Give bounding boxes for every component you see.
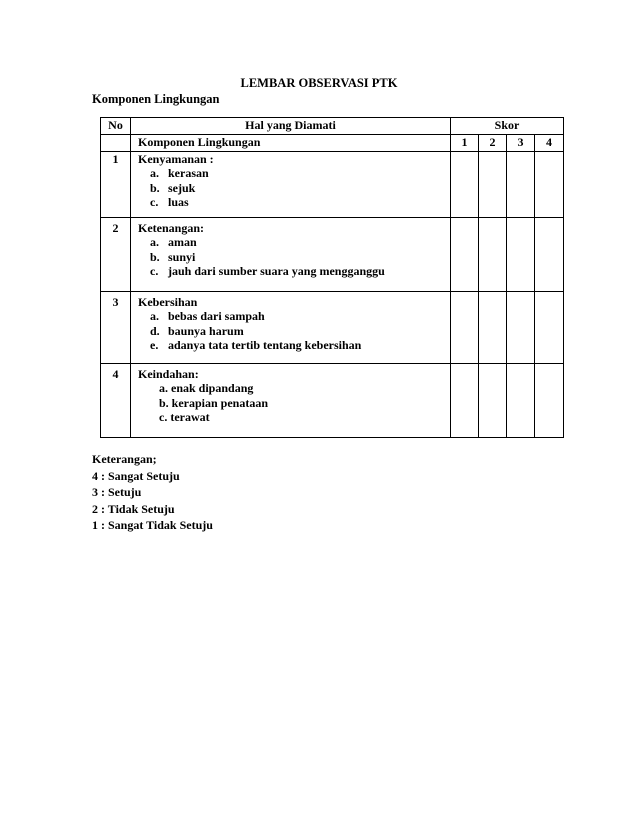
list-item bbox=[131, 309, 450, 324]
legend-heading: Keterangan; bbox=[92, 452, 157, 466]
item-text: sunyi bbox=[168, 249, 196, 264]
observation-table bbox=[100, 117, 564, 438]
legend-item: 1 : Sangat Tidak Setuju bbox=[92, 518, 213, 532]
header-no: No bbox=[101, 118, 131, 135]
score-cell[interactable] bbox=[507, 152, 535, 218]
subheader-komponen: Komponen Lingkungan bbox=[131, 135, 451, 152]
list-item bbox=[131, 235, 450, 250]
item-text: jauh dari sumber suara yang mengganggu bbox=[168, 264, 385, 278]
legend-item: 2 : Tidak Setuju bbox=[92, 501, 175, 516]
item-marker: a. bbox=[150, 166, 159, 180]
list-item: b. kerapian penataan bbox=[159, 395, 269, 410]
row-title: Keindahan: bbox=[138, 367, 199, 381]
subheader-empty bbox=[101, 135, 131, 152]
document-title: LEMBAR OBSERVASI PTK bbox=[240, 76, 398, 90]
row-title: Ketenangan: bbox=[138, 221, 204, 235]
row-content bbox=[131, 364, 451, 438]
document-subtitle: Komponen Lingkungan bbox=[92, 92, 220, 106]
list-item bbox=[131, 250, 450, 265]
item-marker: d. bbox=[150, 323, 160, 338]
row-title: Kenyamanan : bbox=[138, 152, 214, 166]
row-number: 4 bbox=[101, 364, 131, 438]
list-item: c. terawat bbox=[159, 410, 210, 424]
score-col-3: 3 bbox=[507, 135, 535, 152]
item-text: baunya harum bbox=[168, 323, 244, 338]
header-skor: Skor bbox=[451, 118, 564, 135]
score-col-4: 4 bbox=[535, 135, 564, 152]
table-row bbox=[101, 218, 564, 292]
table-row bbox=[101, 292, 564, 364]
item-marker: c. bbox=[150, 195, 159, 209]
list-item bbox=[131, 181, 450, 196]
row-number: 2 bbox=[101, 218, 131, 292]
list-item bbox=[131, 264, 450, 279]
item-text: bebas dari sampah bbox=[168, 309, 265, 323]
score-cell[interactable] bbox=[535, 218, 564, 292]
list-item bbox=[131, 338, 450, 353]
item-marker: a. bbox=[150, 235, 159, 249]
sub-item-list bbox=[131, 309, 450, 353]
score-cell[interactable] bbox=[479, 218, 507, 292]
score-cell[interactable] bbox=[451, 292, 479, 364]
score-cell[interactable] bbox=[535, 292, 564, 364]
item-marker: b. bbox=[150, 180, 160, 195]
score-cell[interactable] bbox=[535, 364, 564, 438]
sub-item-list bbox=[131, 235, 450, 279]
list-item bbox=[131, 324, 450, 339]
row-content bbox=[131, 218, 451, 292]
header-hal: Hal yang Diamati bbox=[131, 118, 451, 135]
item-text: luas bbox=[168, 195, 189, 209]
score-cell[interactable] bbox=[507, 218, 535, 292]
list-item: a. enak dipandang bbox=[159, 381, 254, 395]
list-item bbox=[131, 195, 450, 210]
score-cell[interactable] bbox=[451, 218, 479, 292]
table-subheader-row bbox=[101, 135, 564, 152]
legend bbox=[92, 451, 213, 534]
score-cell[interactable] bbox=[507, 364, 535, 438]
item-text: kerasan bbox=[168, 166, 209, 180]
table-header-row bbox=[101, 118, 564, 135]
item-text: sejuk bbox=[168, 180, 196, 195]
score-cell[interactable] bbox=[535, 152, 564, 218]
score-cell[interactable] bbox=[507, 292, 535, 364]
row-content bbox=[131, 292, 451, 364]
item-marker: e. bbox=[150, 338, 159, 352]
row-number: 3 bbox=[101, 292, 131, 364]
legend-item: 3 : Setuju bbox=[92, 485, 142, 499]
item-text: aman bbox=[168, 235, 197, 249]
list-item bbox=[131, 166, 450, 181]
table-row bbox=[101, 364, 564, 438]
table-row bbox=[101, 152, 564, 218]
score-col-2: 2 bbox=[479, 135, 507, 152]
row-title: Kebersihan bbox=[138, 295, 198, 309]
item-text: adanya tata tertib tentang kebersihan bbox=[168, 338, 362, 352]
sub-item-list bbox=[131, 166, 450, 210]
score-cell[interactable] bbox=[479, 364, 507, 438]
item-marker: a. bbox=[150, 309, 159, 323]
score-cell[interactable] bbox=[479, 292, 507, 364]
row-number: 1 bbox=[101, 152, 131, 218]
item-marker: b. bbox=[150, 249, 160, 264]
score-cell[interactable] bbox=[479, 152, 507, 218]
item-marker: c. bbox=[150, 264, 159, 278]
sub-item-list bbox=[131, 381, 450, 425]
row-content bbox=[131, 152, 451, 218]
legend-item: 4 : Sangat Setuju bbox=[92, 468, 180, 483]
score-cell[interactable] bbox=[451, 364, 479, 438]
score-cell[interactable] bbox=[451, 152, 479, 218]
score-col-1: 1 bbox=[451, 135, 479, 152]
